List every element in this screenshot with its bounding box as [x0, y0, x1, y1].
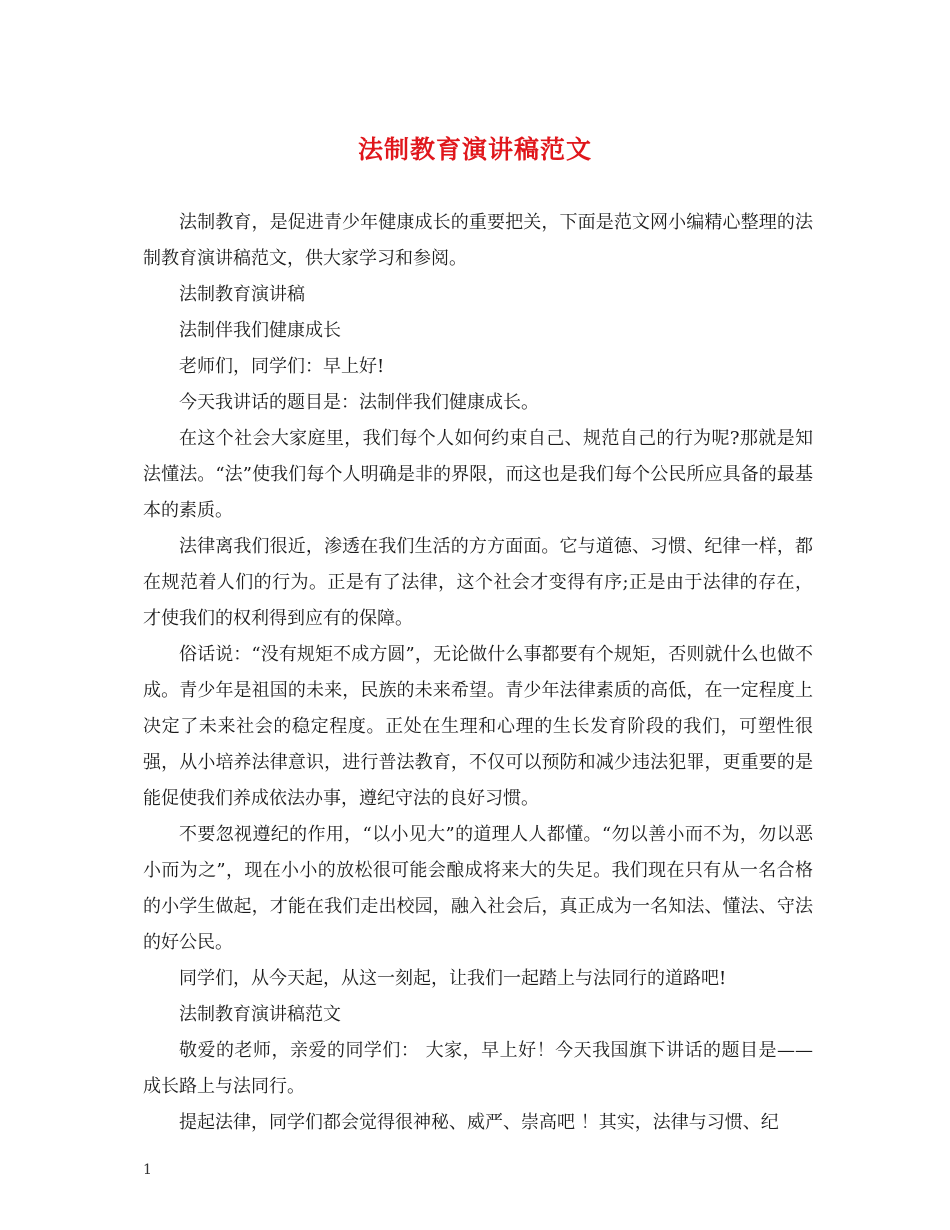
paragraph: 老师们，同学们：早上好! — [179, 356, 385, 377]
paragraph: 在这个社会大家庭里，我们每个人如何约束自己、规范自己的行为呢?那就是知法懂法。“法”使我们每个人明确是非的界限，而这也是我们每个公民所应具备的最基本的素质。 — [143, 428, 813, 521]
paragraph: 俗话说：“没有规矩不成方圆”，无论做什么事都要有个规矩，否则就什么也做不成。青少年是祖国的未来，民族的未来希望。青少年法律素质的高低，在一定程度上决定了未来社会的稳定程度。正处在生理和心理的生长发育阶段的我们，可塑性很强，从小培养法律意识，进行普法教育，不仅可以预防和减少违法犯罪，更重要的是能促使我们养成依法办事，遵纪守法的良好习惯。 — [143, 644, 813, 809]
document-body — [143, 205, 813, 1141]
paragraph: 不要忽视遵纪的作用，“以小见大”的道理人人都懂。“勿以善小而不为，勿以恶小而为之”，现在小小的放松很可能会酿成将来大的失足。我们现在只有从一名合格的小学生做起，才能在我们走出校园，融入社会后，真正成为一名知法、懂法、守法的好公民。 — [143, 824, 813, 953]
document-title: 法制教育演讲稿范文 — [357, 135, 592, 164]
paragraph: 法制教育演讲稿范文 — [179, 1004, 341, 1025]
paragraph: 法制伴我们健康成长 — [179, 320, 341, 341]
paragraph: 提起法律，同学们都会觉得很神秘、威严、崇高吧 ！其实，法律与习惯、纪 — [179, 1112, 779, 1133]
paragraph: 法制教育，是促进青少年健康成长的重要把关，下面是范文网小编精心整理的法制教育演讲稿范文，供大家学习和参阅。 — [143, 212, 813, 269]
page-number: 1 — [143, 1162, 152, 1178]
paragraph: 敬爱的老师，亲爱的同学们： 大家，早上好！今天我国旗下讲话的题目是——成长路上与法同行。 — [143, 1040, 813, 1097]
paragraph: 法制教育演讲稿 — [179, 284, 305, 305]
paragraph: 同学们，从今天起，从这一刻起，让我们一起踏上与法同行的道路吧! — [179, 968, 727, 989]
paragraph: 法律离我们很近，渗透在我们生活的方方面面。它与道德、习惯、纪律一样，都在规范着人们的行为。正是有了法律，这个社会才变得有序;正是由于法律的存在，才使我们的权利得到应有的保障。 — [143, 536, 813, 629]
paragraph: 今天我讲话的题目是：法制伴我们健康成长。 — [179, 392, 539, 413]
